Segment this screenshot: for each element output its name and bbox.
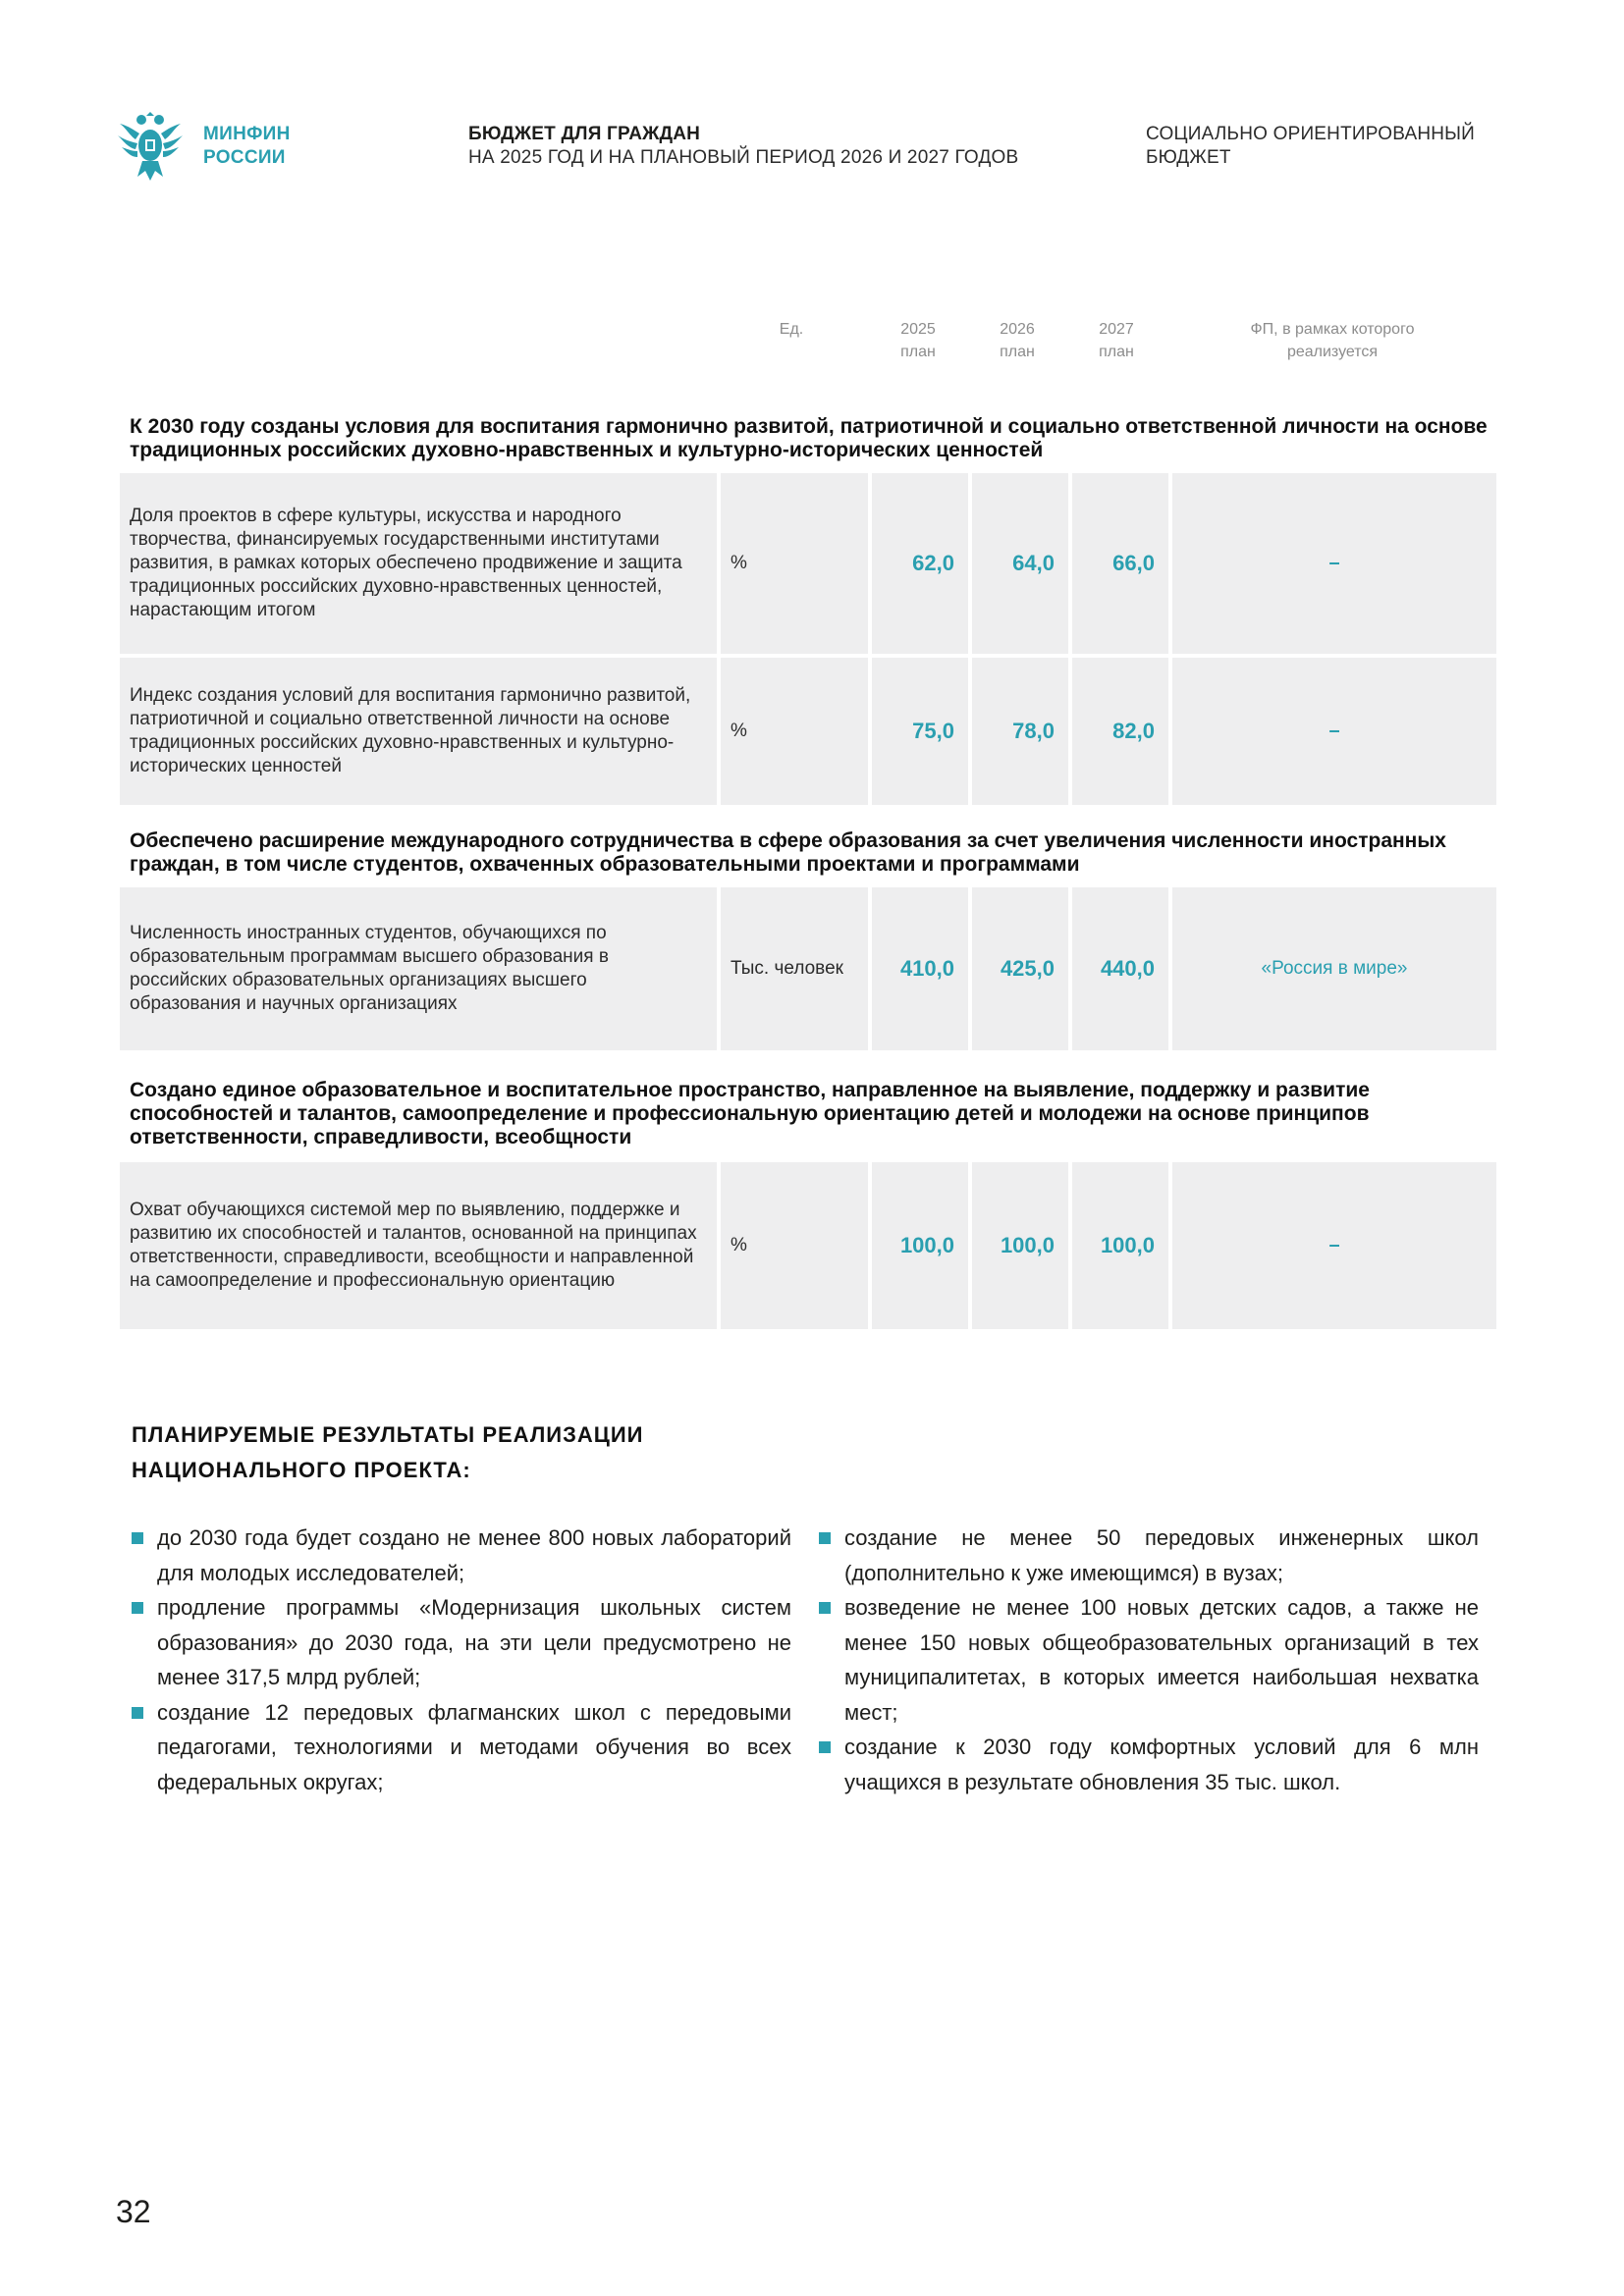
column-header-unit (762, 318, 821, 341)
list-item (819, 1730, 1479, 1799)
column-header-2025 (884, 318, 952, 363)
value-2026: 78,0 (1012, 719, 1055, 743)
list-item-text: до 2030 года будет создано не менее 800 новых лабораторий для молодых исследователей; (157, 1525, 791, 1585)
row-unit-cell (721, 1162, 868, 1329)
square-bullet-icon (819, 1741, 831, 1753)
square-bullet-icon (132, 1602, 143, 1614)
row-unit-cell (721, 887, 868, 1050)
brand-line-1: МИНФИН (203, 124, 291, 144)
eagle-emblem-icon (116, 106, 185, 185)
fp-value: «Россия в мире» (1261, 958, 1408, 979)
value-2026: 100,0 (1000, 1233, 1055, 1257)
table-row (120, 1162, 1496, 1329)
column-header-year: 2026 (1000, 321, 1035, 338)
section-title: К 2030 году созданы условия для воспитания гармонично развитой, патриотичной и социально ответственной личности на основе традиционных российских духовно-нравственных и культурно-исторических ценностей (130, 415, 1488, 461)
value-2025: 75,0 (912, 719, 954, 743)
list-item-text: создание не менее 50 передовых инженерных школ (дополнительно к уже имеющимся) в вузах; (844, 1525, 1479, 1585)
value-2026-cell (972, 1162, 1068, 1329)
fp-cell (1172, 887, 1496, 1050)
column-header-2026 (983, 318, 1052, 363)
list-item (819, 1590, 1479, 1730)
list-item-text: создание к 2030 году комфортных условий для 6 млн учащихся в результате обновления 35 тыс. школ. (844, 1735, 1479, 1794)
row-unit: Тыс. человек (731, 958, 843, 979)
section-title: Создано единое образовательное и воспитательное пространство, направленное на выявление, поддержку и развитие способностей и талантов, самоопределение и профессиональную ориентацию детей и молодежи на основе принципов ответственности, справедливости, всеобщности (130, 1079, 1370, 1148)
column-header-year: 2025 (900, 321, 936, 338)
value-2027: 66,0 (1112, 551, 1155, 575)
row-unit-cell (721, 658, 868, 805)
value-2025-cell (872, 473, 968, 654)
value-2025-cell (872, 658, 968, 805)
row-description-cell (120, 473, 717, 654)
document-header (468, 123, 1018, 170)
section-title: Обеспечено расширение международного сотрудничества в сфере образования за счет увеличения численности иностранных граждан, в том числе студентов, охваченных образовательными проектами и программами (130, 829, 1446, 876)
row-description-cell (120, 887, 717, 1050)
value-2027-cell (1072, 1162, 1168, 1329)
results-title-line-2: НАЦИОНАЛЬНОГО ПРОЕКТА: (132, 1458, 471, 1482)
brand-name (203, 123, 291, 170)
row-description-cell (120, 658, 717, 805)
value-2027: 440,0 (1100, 956, 1155, 981)
column-header-2027 (1082, 318, 1151, 363)
value-2025-cell (872, 1162, 968, 1329)
fp-value: – (1328, 720, 1340, 742)
fp-cell (1172, 473, 1496, 654)
column-header-plan: план (1000, 344, 1035, 360)
row-unit: % (731, 721, 747, 741)
document-title: БЮДЖЕТ ДЛЯ ГРАЖДАН (468, 124, 701, 144)
column-header-unit-label: Ед. (779, 321, 804, 338)
value-2025: 62,0 (912, 551, 954, 575)
row-unit: % (731, 553, 747, 573)
results-title (132, 1417, 643, 1488)
list-item (132, 1521, 791, 1590)
column-header-fp (1200, 318, 1465, 363)
fp-value: – (1328, 1234, 1340, 1256)
row-unit: % (731, 1235, 747, 1255)
value-2027-cell (1072, 887, 1168, 1050)
value-2027-cell (1072, 658, 1168, 805)
column-header-year: 2027 (1099, 321, 1134, 338)
results-title-line-1: ПЛАНИРУЕМЫЕ РЕЗУЛЬТАТЫ РЕАЛИЗАЦИИ (132, 1422, 644, 1447)
list-item (819, 1521, 1479, 1590)
value-2025: 410,0 (899, 956, 954, 981)
square-bullet-icon (819, 1532, 831, 1544)
page-number: 32 (116, 2194, 151, 2229)
list-item (132, 1590, 791, 1695)
column-header-fp-line-1: ФП, в рамках которого (1250, 321, 1415, 338)
row-description: Охват обучающихся системой мер по выявлению, поддержке и развитию их способностей и талантов, основанной на принципах ответственности, справедливости, всеобщности и направленной на самоопределение и профессиональную ориентацию (130, 1200, 697, 1291)
row-description: Доля проектов в сфере культуры, искусства и народного творчества, финансируемых государственными институтами развития, в рамках которых обеспечено продвижение и защита традиционных российских духовно-нравственных ценностей, нарастающим итогом (130, 506, 682, 620)
row-description: Индекс создания условий для воспитания гармонично развитой, патриотичной и социально ответственной личности на основе традиционных российских духовно-нравственных и культурно-исторических ценностей (130, 685, 691, 776)
value-2026-cell (972, 887, 1068, 1050)
results-list-right (819, 1521, 1479, 1799)
value-2027: 100,0 (1100, 1233, 1155, 1257)
list-item-text: возведение не менее 100 новых детских садов, а также не менее 150 новых общеобразовательных организаций в тех муниципалитетах, в которых имеется наибольшая нехватка мест; (844, 1595, 1479, 1725)
column-header-fp-line-2: реализуется (1286, 344, 1379, 360)
row-unit-cell (721, 473, 868, 654)
value-2025: 100,0 (899, 1233, 954, 1257)
row-description-cell (120, 1162, 717, 1329)
section-heading-line-2: БЮДЖЕТ (1146, 147, 1231, 168)
value-2026-cell (972, 658, 1068, 805)
fp-cell (1172, 658, 1496, 805)
square-bullet-icon (819, 1602, 831, 1614)
value-2026-cell (972, 473, 1068, 654)
results-list-left (132, 1521, 791, 1799)
column-header-plan: план (1099, 344, 1134, 360)
column-header-plan: план (900, 344, 936, 360)
row-description: Численность иностранных студентов, обучающихся по образовательным программам высшего образования в российских образовательных организациях высшего образования и научных организациях (130, 923, 609, 1014)
value-2026: 425,0 (1000, 956, 1055, 981)
brand-line-2: РОССИИ (203, 147, 286, 168)
section-heading-line-1: СОЦИАЛЬНО ОРИЕНТИРОВАННЫЙ (1146, 124, 1476, 144)
list-item-text: создание 12 передовых флагманских школ с передовыми педагогами, технологиями и методами обучения во всех федеральных округах; (157, 1699, 791, 1794)
value-2027: 82,0 (1112, 719, 1155, 743)
table-row (120, 887, 1496, 1050)
table-row (120, 658, 1496, 805)
list-item (132, 1695, 791, 1800)
document-subtitle: НА 2025 ГОД И НА ПЛАНОВЫЙ ПЕРИОД 2026 И 2027 ГОДОВ (468, 147, 1019, 168)
value-2027-cell (1072, 473, 1168, 654)
fp-value: – (1328, 552, 1340, 574)
square-bullet-icon (132, 1532, 143, 1544)
fp-cell (1172, 1162, 1496, 1329)
table-row (120, 473, 1496, 654)
value-2025-cell (872, 887, 968, 1050)
section-heading (1146, 123, 1519, 170)
square-bullet-icon (132, 1707, 143, 1719)
value-2026: 64,0 (1012, 551, 1055, 575)
list-item-text: продление программы «Модернизация школьных систем образования» до 2030 года, на эти цели предусмотрено не менее 317,5 млрд рублей; (157, 1595, 791, 1689)
